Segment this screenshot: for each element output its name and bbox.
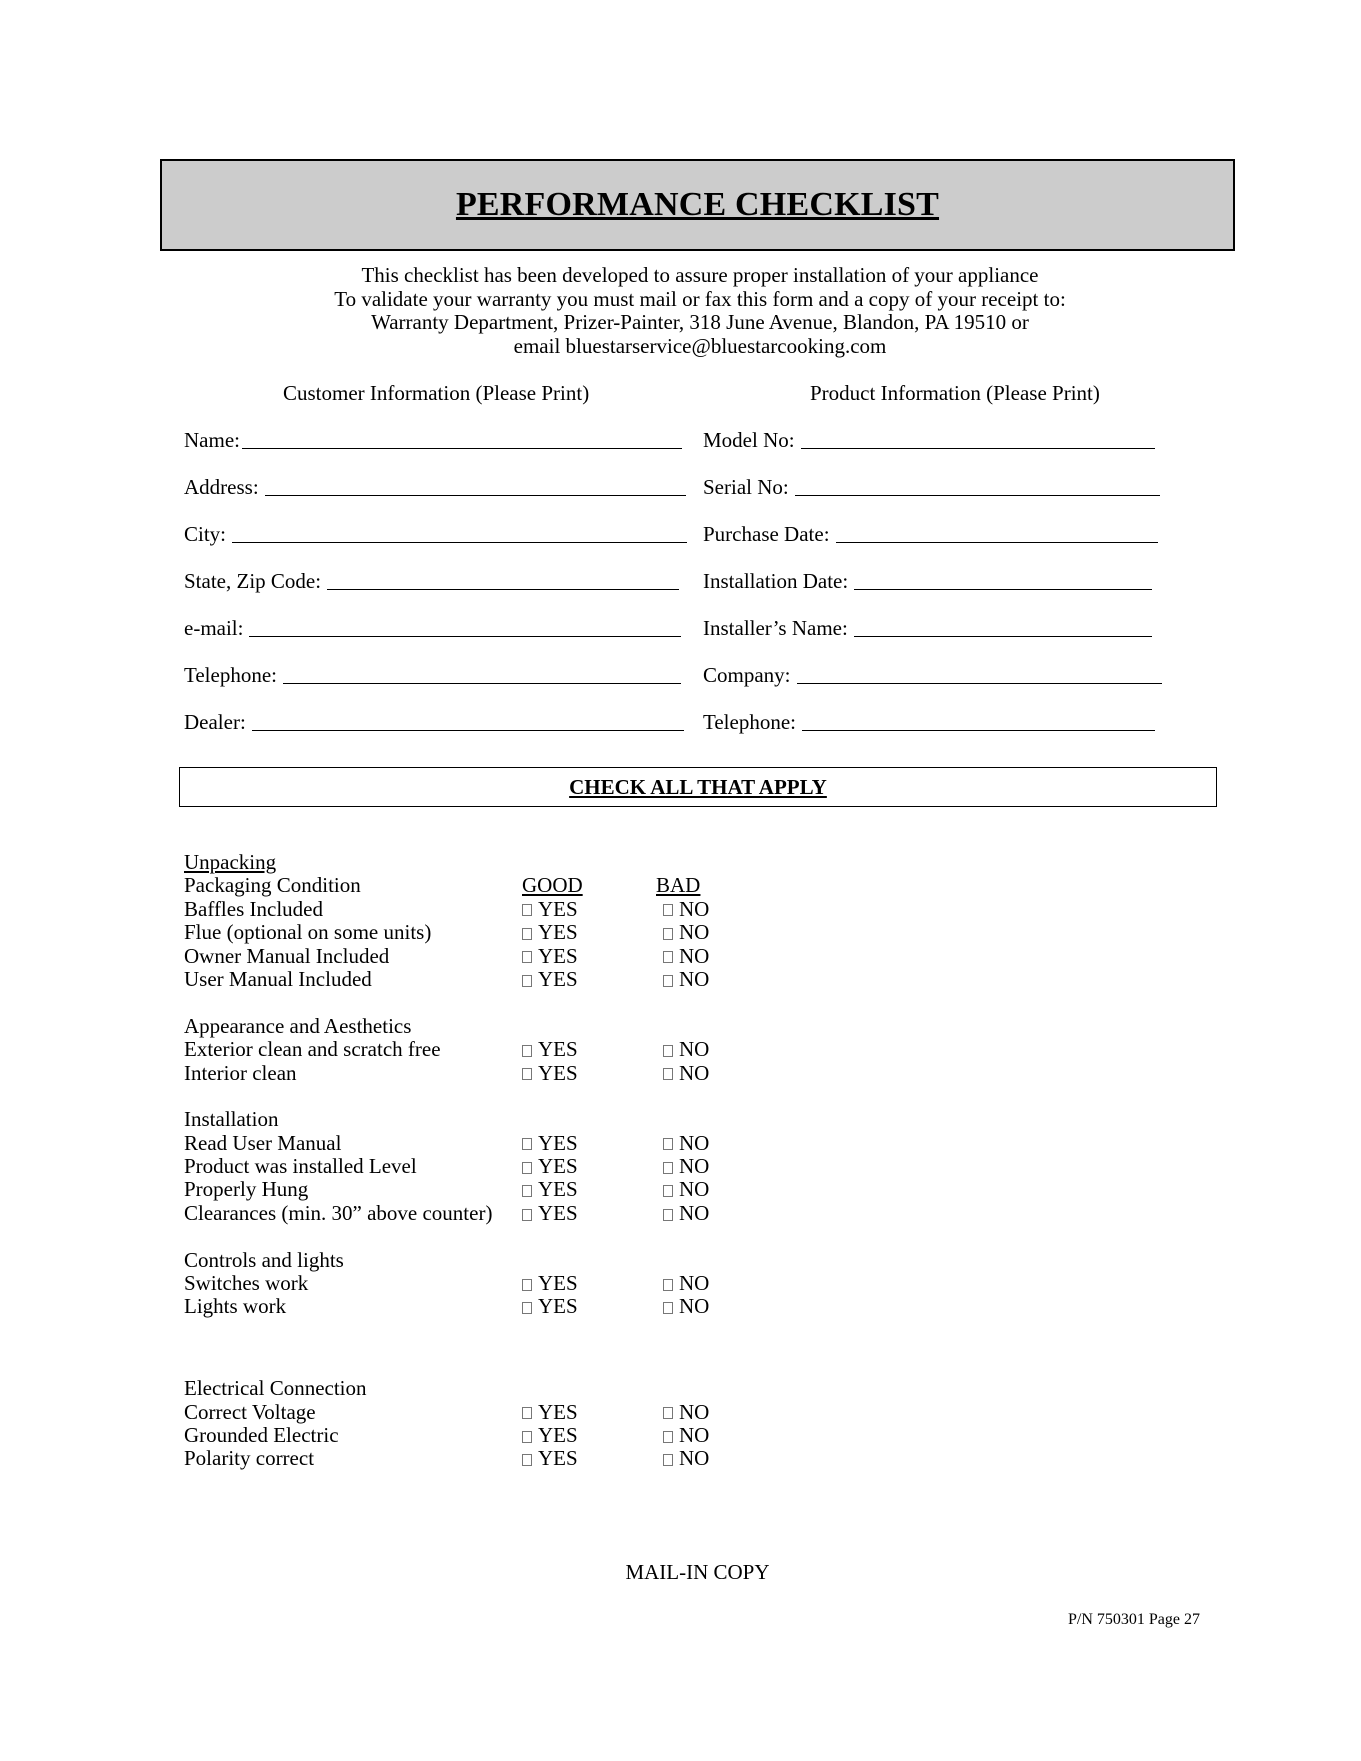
yes-label: YES [538, 1422, 578, 1447]
company-field[interactable] [703, 662, 1162, 688]
yes-label: YES [538, 1177, 578, 1202]
no-label: NO [679, 1271, 710, 1296]
yes-option[interactable] [522, 1178, 578, 1201]
yes-option[interactable] [522, 1272, 578, 1295]
installers-name-line[interactable] [854, 636, 1152, 637]
packaging-condition-label: Packaging Condition [184, 873, 361, 898]
yes-label: YES [538, 1399, 578, 1424]
yes-label: YES [538, 1446, 578, 1471]
checkbox-icon[interactable] [522, 951, 532, 963]
email-field[interactable] [184, 615, 681, 641]
checkbox-icon[interactable] [522, 1068, 532, 1080]
checkbox-icon[interactable] [522, 975, 532, 987]
checkbox-icon[interactable] [663, 1454, 673, 1466]
check-all-heading: CHECK ALL THAT APPLY [569, 774, 827, 799]
email-line[interactable] [249, 636, 681, 637]
address-field[interactable] [184, 474, 686, 500]
yes-label: YES [538, 1037, 578, 1062]
intro-line: email bluestarservice@bluestarcooking.com [513, 333, 887, 358]
telephone-field[interactable] [184, 662, 681, 688]
checkbox-icon[interactable] [663, 1068, 673, 1080]
checkbox-icon[interactable] [522, 928, 532, 940]
no-label: NO [679, 1037, 710, 1062]
page-title: PERFORMANCE CHECKLIST [455, 186, 940, 223]
yes-label: YES [538, 1294, 578, 1319]
field-label: City: [184, 522, 227, 546]
yes-label: YES [538, 1271, 578, 1296]
item-label: Polarity correct [184, 1446, 315, 1471]
checkbox-icon[interactable] [522, 1162, 532, 1174]
bad-label: BAD [656, 873, 701, 898]
checkbox-icon[interactable] [522, 904, 532, 916]
no-option[interactable] [663, 968, 709, 991]
no-option[interactable] [663, 945, 709, 968]
checkbox-icon[interactable] [663, 1279, 673, 1291]
field-label: e-mail: [184, 616, 244, 640]
city-line[interactable] [232, 542, 687, 543]
no-label: NO [679, 1399, 710, 1424]
yes-option[interactable] [522, 1295, 578, 1318]
no-label: NO [679, 1060, 710, 1085]
dealer-field[interactable] [184, 709, 684, 735]
field-label: State, Zip Code: [184, 569, 322, 593]
no-label: NO [679, 920, 710, 945]
field-label: Address: [184, 475, 259, 499]
city-field[interactable] [184, 521, 687, 547]
yes-option[interactable] [522, 1424, 578, 1447]
yes-label: YES [538, 1154, 578, 1179]
yes-option[interactable] [522, 1401, 578, 1424]
no-label: NO [679, 896, 710, 921]
yes-option[interactable] [522, 898, 578, 921]
yes-label: YES [538, 920, 578, 945]
yes-label: YES [538, 1200, 578, 1225]
name-line[interactable] [242, 448, 682, 449]
checkbox-icon[interactable] [663, 975, 673, 987]
checkbox-icon[interactable] [522, 1138, 532, 1150]
item-label: Owner Manual Included [184, 943, 390, 968]
no-label: NO [679, 1446, 710, 1471]
yes-option[interactable] [522, 921, 578, 944]
item-label: Read User Manual [184, 1130, 342, 1155]
no-option[interactable] [663, 1132, 709, 1155]
product-telephone-field[interactable] [703, 709, 1155, 735]
no-label: NO [679, 1154, 710, 1179]
yes-label: YES [538, 943, 578, 968]
no-label: NO [679, 1422, 710, 1447]
name-field[interactable] [184, 427, 682, 453]
section-title: Electrical Connection [184, 1376, 367, 1401]
product-telephone-line[interactable] [802, 730, 1155, 731]
no-label: NO [679, 1177, 710, 1202]
item-label: Switches work [184, 1271, 309, 1296]
checkbox-icon[interactable] [663, 1138, 673, 1150]
yes-option[interactable] [522, 1202, 578, 1225]
yes-label: YES [538, 1130, 578, 1155]
checkbox-icon[interactable] [663, 1162, 673, 1174]
field-label: Telephone: [703, 710, 796, 734]
no-option[interactable] [663, 898, 709, 921]
field-label: Dealer: [184, 710, 246, 734]
field-label: Installation Date: [703, 569, 849, 593]
item-label: Baffles Included [184, 896, 323, 921]
bad-column-header [656, 873, 706, 898]
purchase-date-field[interactable] [703, 521, 1158, 547]
field-label: Purchase Date: [703, 522, 830, 546]
checkbox-icon[interactable] [663, 1045, 673, 1057]
section-title: Appearance and Aesthetics [184, 1013, 412, 1038]
state-zip-field[interactable] [184, 568, 679, 594]
field-label: Telephone: [184, 663, 277, 687]
model-no-field[interactable] [703, 427, 1155, 453]
no-option[interactable] [663, 1272, 709, 1295]
no-label: NO [679, 1294, 710, 1319]
intro-text [200, 264, 1200, 358]
field-label: Company: [703, 663, 791, 687]
serial-no-field[interactable] [703, 474, 1160, 500]
installation-date-line[interactable] [854, 589, 1152, 590]
no-option[interactable] [663, 1295, 709, 1318]
dealer-line[interactable] [252, 730, 684, 731]
section-title: Controls and lights [184, 1247, 344, 1272]
check-all-banner [179, 767, 1217, 807]
page-reference: P/N 750301 Page 27 [1068, 1611, 1200, 1628]
no-option[interactable] [663, 1401, 709, 1424]
yes-option[interactable] [522, 1155, 578, 1178]
item-label: Exterior clean and scratch free [184, 1037, 441, 1062]
no-option[interactable] [663, 1038, 709, 1061]
item-label: Lights work [184, 1294, 287, 1319]
yes-label: YES [538, 966, 578, 991]
checkbox-icon[interactable] [522, 1454, 532, 1466]
intro-line: This checklist has been developed to assure proper installation of your appliance [361, 263, 1039, 287]
checkbox-icon[interactable] [522, 1302, 532, 1314]
checkbox-icon[interactable] [663, 904, 673, 916]
state-zip-line[interactable] [327, 589, 679, 590]
address-line[interactable] [265, 495, 686, 496]
yes-option[interactable] [522, 945, 578, 968]
checkbox-icon[interactable] [663, 1185, 673, 1197]
field-label: Name: [184, 428, 240, 452]
purchase-date-line[interactable] [836, 542, 1158, 543]
no-option[interactable] [663, 1202, 709, 1225]
installation-date-field[interactable] [703, 568, 1152, 594]
item-label: Grounded Electric [184, 1422, 339, 1447]
yes-option[interactable] [522, 1038, 578, 1061]
yes-label: YES [538, 1060, 578, 1085]
checkbox-icon[interactable] [663, 1209, 673, 1221]
no-label: NO [679, 966, 710, 991]
item-label: Correct Voltage [184, 1399, 316, 1424]
customer-info-heading: Customer Information (Please Print) [283, 381, 590, 405]
item-label: Interior clean [184, 1060, 297, 1085]
yes-option[interactable] [522, 1132, 578, 1155]
item-label: User Manual Included [184, 966, 372, 991]
section-title: Installation [184, 1107, 279, 1132]
item-label: Flue (optional on some units) [184, 920, 432, 945]
good-column-header: GOOD [522, 873, 583, 898]
yes-label: YES [538, 896, 578, 921]
checkbox-icon[interactable] [522, 1279, 532, 1291]
no-label: NO [679, 1200, 710, 1225]
checkbox-icon[interactable] [663, 1431, 673, 1443]
no-label: NO [679, 943, 710, 968]
item-label: Properly Hung [184, 1177, 309, 1202]
item-label: Clearances (min. 30” above counter) [184, 1200, 493, 1225]
no-option[interactable] [663, 1447, 709, 1470]
telephone-line[interactable] [283, 683, 681, 684]
company-line[interactable] [797, 683, 1162, 684]
field-label: Serial No: [703, 475, 789, 499]
installers-name-field[interactable] [703, 615, 1152, 641]
section-title: Unpacking [184, 850, 277, 874]
yes-option[interactable] [522, 1062, 578, 1085]
no-label: NO [679, 1130, 710, 1155]
mail-in-copy-label: MAIL-IN COPY [625, 1560, 770, 1584]
checkbox-icon[interactable] [522, 1407, 532, 1419]
checkbox-icon[interactable] [522, 1185, 532, 1197]
no-option[interactable] [663, 1155, 709, 1178]
checkbox-icon[interactable] [522, 1045, 532, 1057]
checkbox-icon[interactable] [663, 1302, 673, 1314]
no-option[interactable] [663, 1424, 709, 1447]
intro-line: Warranty Department, Prizer-Painter, 318 June Avenue, Blandon, PA 19510 or [371, 310, 1029, 334]
yes-option[interactable] [522, 968, 578, 991]
serial-no-line[interactable] [795, 495, 1160, 496]
no-option[interactable] [663, 1062, 709, 1085]
no-option[interactable] [663, 1178, 709, 1201]
intro-line: To validate your warranty you must mail or fax this form and a copy of your receipt to: [334, 286, 1066, 311]
model-no-line[interactable] [801, 448, 1155, 449]
no-option[interactable] [663, 921, 709, 944]
checkbox-icon[interactable] [522, 1431, 532, 1443]
checkbox-icon[interactable] [522, 1209, 532, 1221]
checkbox-icon[interactable] [663, 928, 673, 940]
title-banner [160, 159, 1235, 251]
yes-option[interactable] [522, 1447, 578, 1470]
checkbox-icon[interactable] [663, 951, 673, 963]
checkbox-icon[interactable] [663, 1407, 673, 1419]
item-label: Product was installed Level [184, 1154, 417, 1179]
field-label: Installer’s Name: [703, 616, 848, 640]
product-info-heading: Product Information (Please Print) [810, 381, 1100, 405]
field-label: Model No: [703, 428, 795, 452]
